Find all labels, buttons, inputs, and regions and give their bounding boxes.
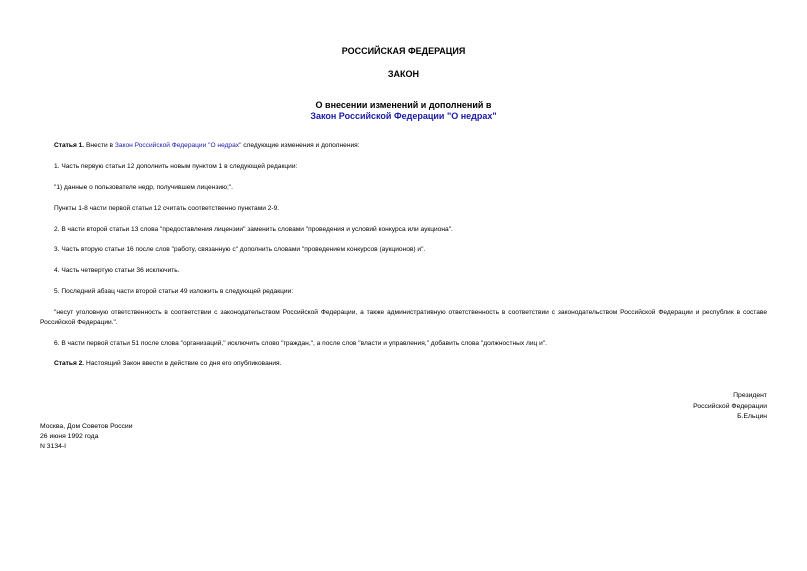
paragraph-6: 4. Часть четвертую статьи 36 исключить. <box>54 267 180 274</box>
paragraph-7: 5. Последний абзац части второй статьи 49 изложить в следующей редакции: <box>54 288 294 295</box>
country-heading: РОССИЙСКАЯ ФЕДЕРАЦИЯ <box>341 46 466 56</box>
paragraph-1: 1. Часть первую статьи 12 дополнить новым пунктом 1 в следующей редакции: <box>54 163 298 170</box>
doc-type-heading: ЗАКОН <box>387 69 420 79</box>
article-1-intro <box>40 141 767 151</box>
signature-name: Б.Ельцин <box>737 413 767 420</box>
signing-place: Москва, Дом Советов России <box>40 423 133 430</box>
paragraph-4: 2. В части второй статьи 13 слова "предоставления лицензии" заменить словами "проведения и условий конкурса или аукциона". <box>54 226 453 233</box>
paragraph-5: 3. Часть вторую статьи 16 после слов "работу, связанную с" дополнить словами "проведением конкурсов (аукционов) и". <box>54 246 426 253</box>
law-title-link[interactable]: Закон Российской Федерации "О недрах" <box>310 111 497 121</box>
paragraph-3: Пункты 1-8 части первой статьи 12 считать соответственно пунктами 2-9. <box>54 205 280 212</box>
article-1-label: Статья 1. <box>54 142 85 149</box>
paragraph-9: 6. В части первой статьи 51 после слова "организаций," исключить слово "граждан,", а после слов "власти и управления," добавить слова "должностных лиц и". <box>54 340 547 347</box>
paragraph-2: "1) данные о пользователе недр, получившем лицензию;". <box>54 184 233 191</box>
article-1-text-before: Внести в <box>84 142 115 149</box>
law-reference-link[interactable]: Закон Российской Федерации "О недрах" <box>114 142 242 149</box>
signature-country: Российской Федерации <box>693 403 767 410</box>
article-1-text-after: следующие изменения и дополнения: <box>241 142 360 149</box>
signing-date: 26 июня 1992 года <box>40 433 99 440</box>
article-2-label: Статья 2. <box>54 360 85 367</box>
paragraph-8: "несут уголовную ответственность в соответствии с законодательством Российской Федерации, а также административную ответственность в соответствии с законодательством Российской Федерации и республик в составе Российской Федерации.". <box>40 309 767 326</box>
article-2-text: Настоящий Закон ввести в действие со дня его опубликования. <box>84 360 282 367</box>
signature-title: Президент <box>733 392 767 399</box>
article-2 <box>40 359 767 369</box>
law-title: О внесении изменений и дополнений в <box>315 100 492 110</box>
law-number: N 3134-I <box>40 443 67 450</box>
